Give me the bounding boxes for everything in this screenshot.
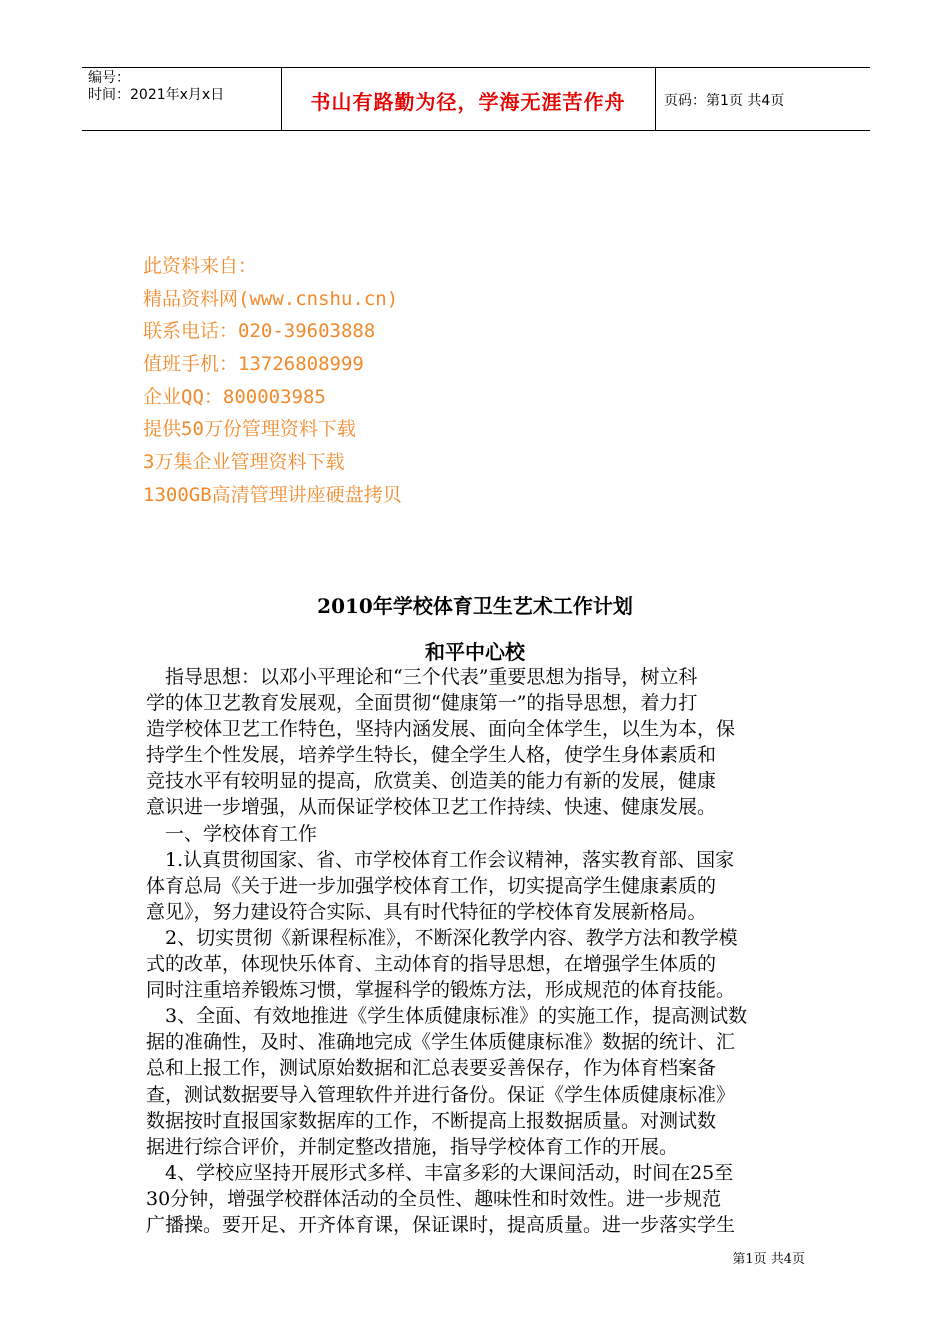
header-page-label: 页码：第1页 共4页	[664, 93, 785, 109]
body-line: 意识进一步增强，从而保证学校体卫艺工作持续、快速、健康发展。	[146, 796, 717, 819]
header-divider	[655, 68, 656, 130]
page-footer: 第1页 共4页	[732, 1252, 805, 1267]
body-line: 同时注重培养锻炼习惯，掌握科学的锻炼方法，形成规范的体育技能。	[146, 979, 736, 1002]
header-number-label: 编号：	[88, 70, 130, 86]
body-line: 1.认真贯彻国家、省、市学校体育工作会议精神，落实教育部、国家	[146, 848, 735, 871]
body-line: 3、全面、有效地推进《学生体质健康标准》的实施工作，提高测试数	[146, 1005, 748, 1028]
body-line: 据进行综合评价，并制定整改措施，指导学校体育工作的开展。	[146, 1135, 679, 1158]
body-line: 数据按时直报国家数据库的工作，不断提高上报数据质量。对测试数	[146, 1109, 717, 1132]
promo-line: 1300GB高清管理讲座硬盘拷贝	[143, 483, 402, 506]
body-line: 4、学校应坚持开展形式多样、丰富多彩的大课间活动，时间在25至	[146, 1161, 734, 1184]
body-line: 指导思想：以邓小平理论和“三个代表”重要思想为指导，树立科	[146, 666, 698, 688]
promo-line: 精品资料网(www.cnshu.cn)	[143, 287, 399, 310]
body-line: 体育总局《关于进一步加强学校体育工作，切实提高学生健康素质的	[146, 874, 717, 897]
page-header	[82, 67, 870, 131]
body-line: 造学校体卫艺工作特色，坚持内涵发展、面向全体学生，以生为本，保	[146, 718, 736, 741]
header-time-label: 时间：2021年x月x日	[88, 87, 225, 103]
body-line: 2、切实贯彻《新课程标准》，不断深化教学内容、教学方法和教学模	[146, 926, 738, 949]
body-line: 学的体卫艺教育发展观，全面贯彻“健康第一”的指导思想，着力打	[146, 692, 698, 715]
promo-line: 3万集企业管理资料下载	[143, 451, 345, 474]
promo-line: 企业QQ：800003985	[143, 385, 326, 408]
header-meta	[88, 70, 224, 104]
promo-line: 值班手机：13726808999	[143, 353, 364, 376]
body-line: 广播操。要开足、开齐体育课，保证课时，提高质量。进一步落实学生	[146, 1213, 736, 1236]
body-line: 查，测试数据要导入管理软件并进行备份。保证《学生体质健康标准》	[146, 1083, 736, 1106]
section-heading: 一、学校体育工作	[146, 822, 318, 845]
body-line: 式的改革，体现快乐体育、主动体育的指导思想，在增强学生体质的	[146, 953, 717, 976]
document-title: 2010年学校体育卫生艺术工作计划	[317, 594, 633, 618]
promo-line: 提供50万份管理资料下载	[143, 418, 356, 441]
promo-line: 此资料来自：	[143, 255, 258, 277]
body-line: 30分钟，增强学校群体活动的全员性、趣味性和时效性。进一步规范	[146, 1187, 722, 1210]
header-motto: 书山有路勤为径，学海无涯苦作舟	[310, 90, 626, 114]
body-line: 持学生个性发展，培养学生特长，健全学生人格，使学生身体素质和	[146, 744, 717, 767]
body-line: 总和上报工作，测试原始数据和汇总表要妥善保存，作为体育档案备	[146, 1057, 717, 1080]
body-line: 意见》，努力建设符合实际、具有时代特征的学校体育发展新格局。	[146, 900, 707, 923]
promo-line: 联系电话：020-39603888	[143, 320, 376, 343]
body-line: 据的准确性，及时、准确地完成《学生体质健康标准》数据的统计、汇	[146, 1031, 736, 1054]
document-body	[146, 664, 810, 1238]
promo-block	[143, 250, 402, 512]
document-subtitle: 和平中心校	[425, 640, 525, 664]
body-line: 竞技水平有较明显的提高，欣赏美、创造美的能力有新的发展，健康	[146, 770, 717, 793]
